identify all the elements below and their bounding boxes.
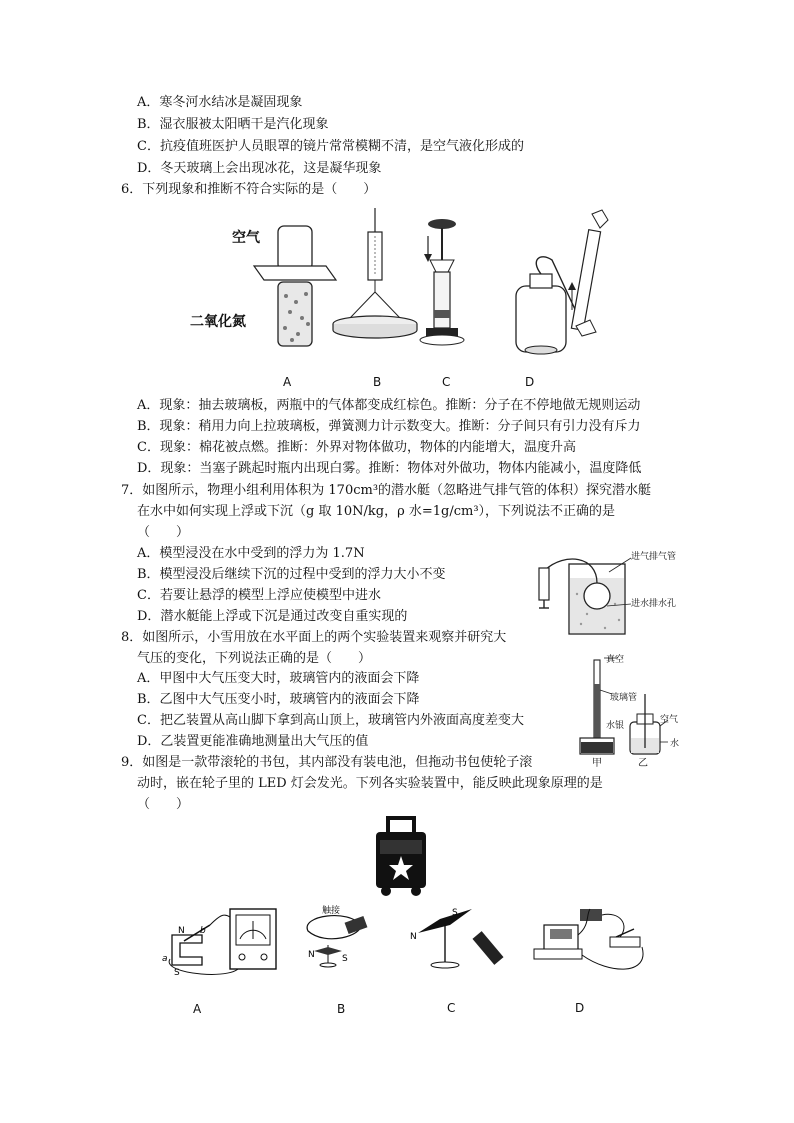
q6-option-c: C．现象：棉花被点燃。推断：外界对物体做功，物体的内能增大，温度升高 [137,440,576,455]
q8-option-d: D．乙装置更能准确地测量出大气压的值 [137,734,369,749]
q9-c-label-n: N [410,932,417,942]
q7-stem-line-1: 7．如图所示，物理小组利用体积为 170cm³的潜水艇（忽略进气排气管的体积）探究潜水艇 [121,483,652,498]
q7-figure [535,544,695,636]
q6-label-no2: 二氧化氮 [190,314,246,330]
q9-backpack-svg [370,816,432,896]
q6-option-d: D．现象：当塞子跳起时瓶内出现白雾。推断：物体对外做功，物体内能减小，温度降低 [137,461,642,476]
q6-figure [180,200,660,389]
q6-fig-label-d: D [525,375,535,389]
q9-b-label-n: N [308,950,315,960]
q5-option-c: C．抗疫值班医护人员眼罩的镜片常常模糊不清，是空气液化形成的 [137,139,524,154]
q6-fig-b-spring-scale [333,208,417,338]
q8-stem-line-2: 气压的变化，下列说法正确的是（ ） [137,651,372,666]
q9-fig-label-b: B [337,1002,346,1016]
q9-stem-line-3: （ ） [137,797,190,812]
q9-fig-label-c: C [447,1001,456,1015]
q9-a-label-b: b [200,926,206,936]
q9-stem-line-1: 9．如图是一款带滚轮的书包，其内部没有装电池，但拖动书包使轮子滚 [121,755,533,770]
q7-label-hole: 进水排水孔 [631,599,677,609]
q9-backpack-figure [370,816,432,896]
q8-label-tube: 玻璃管 [610,693,638,703]
q9-a-label-n: N [178,926,185,936]
q8-label-yi: 乙 [638,758,648,769]
q9-fig-label-a: A [193,1002,202,1016]
q9-a-label-a: a [162,954,168,964]
q6-fig-label-c: C [442,375,451,389]
q9-a-label-s: S [174,968,180,978]
q6-fig-label-a: A [283,375,292,389]
q8-option-a: A．甲图中大气压变大时，玻璃管内的液面会下降 [137,671,420,686]
q8-option-b: B．乙图中大气压变小时，玻璃管内的液面会下降 [137,692,420,707]
q9-b-label-s: S [342,954,348,964]
q9-experiments-figure [150,895,670,1016]
q7-stem-line-2: 在水中如何实现上浮或下沉（g 取 10N/kg，ρ 水=1g/cm³），下列说法不正确的是 [137,504,616,519]
q7-label-pipe: 进气排气管 [631,552,677,562]
q5-option-b: B．湿衣服被太阳晒干是汽化现象 [137,117,329,132]
q6-option-b: B．现象：稍用力向上拉玻璃板，弹簧测力计示数变大。推断：分子间只有引力没有斥力 [137,419,641,434]
q8-label-jia: 甲 [592,758,602,769]
q8-figure-svg [572,650,692,768]
q5-option-d: D．冬天玻璃上会出现冰花，这是凝华现象 [137,161,382,176]
q6-label-air: 空气 [232,230,260,246]
q8-label-water: 水 [670,739,680,749]
q9-b-label-touch: 触接 [322,906,341,916]
q9-fig-b-oersted [307,904,367,967]
q8-stem-line-1: 8．如图所示，小雪用放在水平面上的两个实验装置来观察并研究大 [121,630,507,645]
q9-experiments-svg [150,895,670,985]
q9-fig-c-compass [410,908,504,968]
q9-fig-a-generator [162,909,276,978]
q9-stem-line-2: 动时，嵌在轮子里的 LED 灯会发光。下列各实验装置中，能反映此现象原理的是 [137,776,603,791]
q6-fig-label-b: B [373,375,382,389]
q6-fig-c-fire-piston [420,219,464,345]
q7-option-d: D．潜水艇能上浮或下沉是通过改变自重实现的 [137,609,408,624]
q8-option-c: C．把乙装置从高山脚下拿到高山顶上，玻璃管内外液面高度差变大 [137,713,524,728]
q7-option-b: B．模型浸没后继续下沉的过程中受到的浮力大小不变 [137,567,446,582]
q8-label-vacuum: 真空 [606,655,625,665]
q6-figure-svg [180,200,660,370]
q7-option-a: A．模型浸没在水中受到的浮力为 1.7N [137,546,365,561]
q8-figure [572,650,692,768]
q8-label-air: 空气 [660,715,679,725]
q8-label-mercury: 水银 [606,721,625,731]
q6-option-a: A．现象：抽去玻璃板，两瓶中的气体都变成红棕色。推断：分子在不停地做无规则运动 [137,398,641,413]
q6-fig-d-bottle-pump [516,210,608,354]
q6-fig-a-bottles [190,226,336,346]
q9-fig-d-motor [534,909,643,969]
q9-c-label-s: S [452,908,458,918]
q6-stem: 6．下列现象和推断不符合实际的是（ ） [121,182,377,197]
q5-option-a: A．寒冬河水结冰是凝固现象 [137,95,303,110]
q7-option-c: C．若要让悬浮的模型上浮应使模型中进水 [137,588,381,603]
q9-fig-label-d: D [575,1001,585,1015]
q7-stem-line-3: （ ） [137,525,190,540]
